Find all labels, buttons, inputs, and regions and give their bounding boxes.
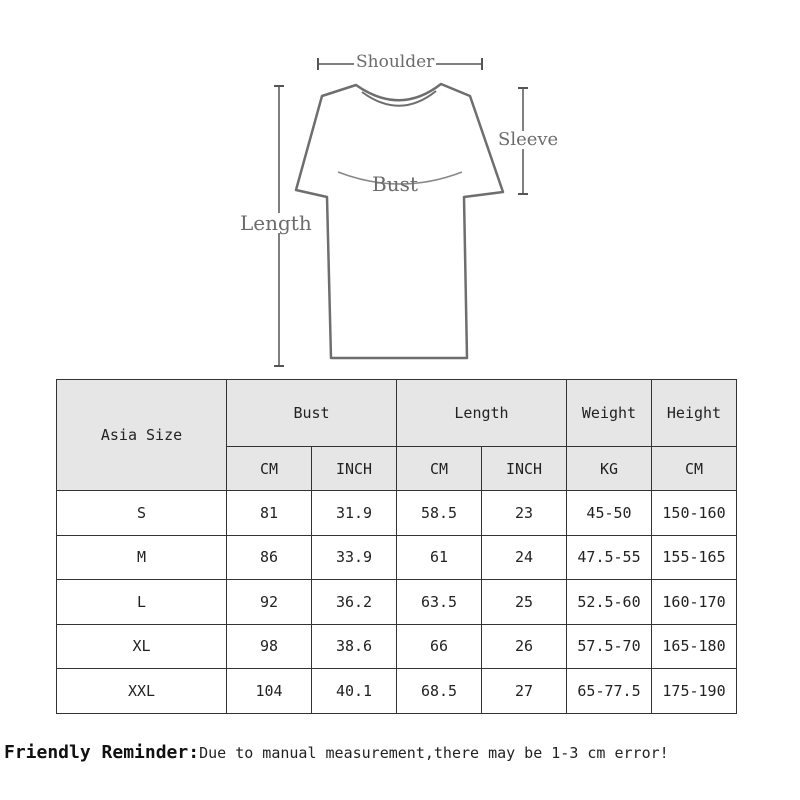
height-cell: 160-170 — [652, 580, 737, 625]
height-cell: 175-190 — [652, 669, 737, 714]
weight-cell: 45-50 — [567, 491, 652, 536]
length-cm-cell: 63.5 — [397, 580, 482, 625]
length-cm-cell: 66 — [397, 624, 482, 669]
bust-cm-cell: 86 — [227, 535, 312, 580]
tshirt-measurement-diagram — [0, 0, 800, 375]
height-cm-unit: CM — [652, 447, 737, 491]
bust-cm-unit: CM — [227, 447, 312, 491]
length-cm-cell: 68.5 — [397, 669, 482, 714]
height-cell: 165-180 — [652, 624, 737, 669]
length-inch-cell: 24 — [482, 535, 567, 580]
table-row — [57, 580, 737, 625]
table-row — [57, 624, 737, 669]
bust-inch-cell: 31.9 — [312, 491, 397, 536]
table-row — [57, 669, 737, 714]
bust-cm-cell: 81 — [227, 491, 312, 536]
weight-group-header: Weight — [567, 380, 652, 447]
length-inch-cell: 26 — [482, 624, 567, 669]
length-inch-unit: INCH — [482, 447, 567, 491]
bust-label: Bust — [372, 172, 418, 196]
size-cell: L — [57, 580, 227, 625]
bust-inch-cell: 33.9 — [312, 535, 397, 580]
asia-size-header: Asia Size — [57, 380, 227, 491]
weight-cell: 65-77.5 — [567, 669, 652, 714]
length-cm-unit: CM — [397, 447, 482, 491]
height-group-header: Height — [652, 380, 737, 447]
size-chart-table — [56, 379, 737, 714]
bust-cm-cell: 104 — [227, 669, 312, 714]
weight-kg-unit: KG — [567, 447, 652, 491]
weight-cell: 52.5-60 — [567, 580, 652, 625]
size-cell: XL — [57, 624, 227, 669]
height-cell: 150-160 — [652, 491, 737, 536]
table-row — [57, 535, 737, 580]
bust-inch-cell: 38.6 — [312, 624, 397, 669]
table-row — [57, 491, 737, 536]
weight-cell: 47.5-55 — [567, 535, 652, 580]
size-cell: S — [57, 491, 227, 536]
friendly-reminder — [4, 742, 669, 763]
reminder-text: Due to manual measurement,there may be 1-3 cm error! — [199, 744, 669, 762]
bust-inch-cell: 36.2 — [312, 580, 397, 625]
length-inch-cell: 23 — [482, 491, 567, 536]
shoulder-label: Shoulder — [356, 52, 435, 72]
length-cm-cell: 61 — [397, 535, 482, 580]
reminder-lead: Friendly Reminder: — [4, 742, 200, 763]
size-cell: M — [57, 535, 227, 580]
length-inch-cell: 25 — [482, 580, 567, 625]
bust-group-header: Bust — [227, 380, 397, 447]
weight-cell: 57.5-70 — [567, 624, 652, 669]
length-cm-cell: 58.5 — [397, 491, 482, 536]
bust-cm-cell: 98 — [227, 624, 312, 669]
length-label: Length — [240, 211, 312, 235]
bust-cm-cell: 92 — [227, 580, 312, 625]
bust-inch-unit: INCH — [312, 447, 397, 491]
bust-inch-cell: 40.1 — [312, 669, 397, 714]
sleeve-label: Sleeve — [498, 129, 559, 150]
height-cell: 155-165 — [652, 535, 737, 580]
length-group-header: Length — [397, 380, 567, 447]
length-inch-cell: 27 — [482, 669, 567, 714]
size-cell: XXL — [57, 669, 227, 714]
